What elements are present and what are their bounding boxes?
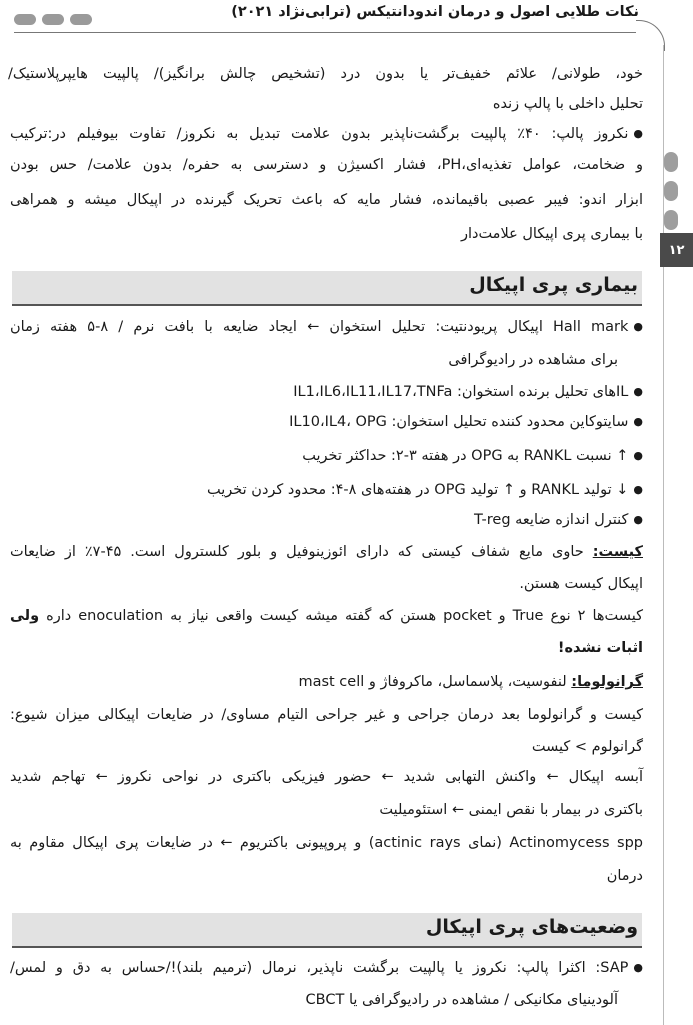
- text-line: آلودینیای مکانیکی / مشاهده در رادیوگرافی یا CBCT: [305, 992, 618, 1008]
- text-line: با بیماری پری اپیکال علامت‌دار: [460, 226, 643, 242]
- running-header-title: نکات طلایی اصول و درمان اندودانتیکس (ترابی‌نژاد ۲۰۲۱): [231, 4, 639, 20]
- text-line: کیست: حاوی مایع شفاف کیستی که دارای ائوزینوفیل و بلور کلسترول است. ۴۵-۷٪ از ضایعات: [10, 544, 643, 560]
- text-line: خود، طولانی/ علائم خفیف‌تر یا بدون درد (تشخیص چالش برانگیز)/ پالپیت هایپرپلاستیک/: [8, 66, 643, 82]
- text-line: آبسه اپیکال ← واکنش التهابی شدید ← حضور فیزیکی باکتری در نواحی نکروز ← تهاجم شدید: [10, 769, 643, 785]
- text-line: برای مشاهده در رادیوگرافی: [448, 352, 618, 368]
- list-item: ●ILها‌ی تحلیل برنده استخوان: IL1،IL6،IL11،IL17،TNFa: [293, 384, 643, 400]
- text-line: درمان: [606, 868, 643, 884]
- bullet-icon: ●: [633, 127, 644, 140]
- list-item: ●سایتوکاین محدود کننده تحلیل استخوان: IL10،IL4، OPG: [289, 414, 643, 430]
- side-dot: [664, 181, 678, 201]
- text-line: کیست و گرانولوما بعد درمان جراحی و غیر جراحی التیام مساوی/ در ضایعات اپیکالی میزان شیوع:: [10, 707, 643, 723]
- list-item: ●Hall mark اپیکال پریودنتیت: تحلیل استخوان ← ایجاد ضایعه با بافت نرم / ۸-۵ هفته زمان: [10, 319, 644, 335]
- header-dots: [14, 14, 92, 28]
- text-line: اپیکال کیست هستن.: [519, 576, 643, 592]
- text-line: Actinomycess spp (نمای actinic rays) و پروپیونی باکتریوم ← در ضایعات پری اپیکال مقاوم به: [10, 835, 643, 851]
- list-item: ●↓ تولید RANKL و ↑ تولید OPG در هفته‌های ۸-۴: محدود کردن تخریب: [207, 482, 643, 498]
- bullet-icon: ●: [633, 449, 643, 462]
- list-item: ●کنترل اندازه ضایعه T-reg: [474, 512, 643, 528]
- text-line: کیست‌ها ۲ نوع True و pocket هستن که گفته میشه کیست واقعی نیاز به enoculation داره ولی: [10, 608, 643, 624]
- text-line: باکتری در بیمار با نقص ایمنی ← استئومیلیت: [379, 802, 643, 818]
- bullet-icon: ●: [633, 320, 644, 333]
- header-corner-curve: [636, 20, 665, 51]
- text-line: و ضخامت، عوامل تغذیه‌ای،PH، فشار اکسیژن و دسترسی به حفره/ بدون علامت/ حس بودن: [10, 157, 643, 173]
- bullet-icon: ●: [633, 415, 643, 428]
- text-line: ابزار اندو: فیبر عصبی باقیمانده، فشار مایه که باعث تحریک گیرنده در اپیکال میشه و همراهی: [10, 192, 643, 208]
- bullet-icon: ●: [633, 961, 643, 974]
- text-line: گرانولوما: لنفوسیت، پلاسماسل، ماکروفاژ و mast cell: [298, 674, 643, 690]
- list-item: ●SAP: اکثرا پالپ: نکروز یا پالپیت برگشت ناپذیر، نرمال (ترمیم بلند)!/حساس به دق و لمس/: [10, 960, 643, 976]
- term-granuloma: گرانولوما:: [571, 674, 643, 690]
- list-item: ●نکروز پالپ: ۴۰٪ پالپیت برگشت‌ناپذیر بدون علامت تبدیل به نکروز/ تفاوت بیوفیلم در:ترکیب: [10, 126, 644, 142]
- text-line: تحلیل داخلی با پالپ زنده: [492, 96, 643, 112]
- text-line: اثبات نشده!: [557, 640, 643, 656]
- bullet-icon: ●: [633, 513, 643, 526]
- header-rule: [14, 32, 636, 33]
- side-dot: [664, 210, 678, 230]
- page-number: ۱۲: [660, 233, 693, 267]
- section-heading-periapical-disease: بیماری پری اپیکال: [12, 271, 642, 306]
- bullet-icon: ●: [633, 483, 643, 496]
- section-heading-periapical-conditions: وضعیت‌های پری اپیکال: [12, 913, 642, 948]
- term-cyst: کیست:: [592, 544, 643, 560]
- bullet-icon: ●: [633, 385, 643, 398]
- text-line: گرانولوم > کیست: [531, 739, 643, 755]
- list-item: ●↑ نسبت RANKL به OPG در هفته ۳-۲: حداکثر تخریب: [302, 448, 643, 464]
- side-dot: [664, 152, 678, 172]
